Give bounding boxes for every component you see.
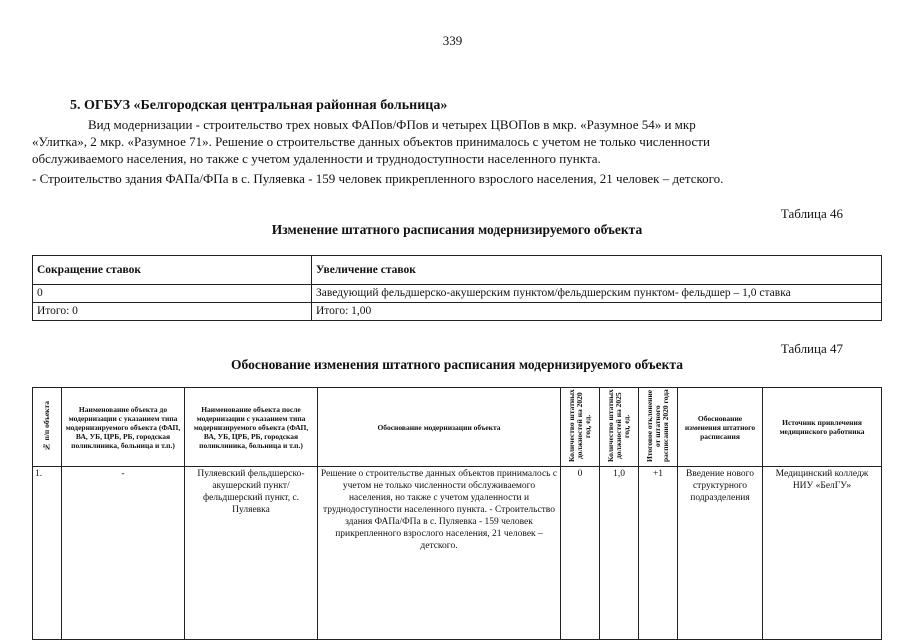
header-staff-2020: Количество штатных должностей на 2020 год, ед. [561,388,600,467]
header-reduction: Сокращение ставок [33,256,312,285]
header-deviation: Итоговое отклонение от штатного расписания 2020 года [639,388,678,467]
cell-staff-2020: 0 [561,467,600,640]
cell-deviation: +1 [639,467,678,640]
paragraph-line: «Улитка», 2 мкр. «Разумное 71». Решение о строительстве данных объектов принималось с учетом не только численности [32,134,710,149]
cell-total-reduction: Итого: 0 [33,303,312,321]
header-staff-2025: Количество штатных должностей на 2025 год, ед. [600,388,639,467]
paragraph-line: - Строительство здания ФАПа/ФПа в с. Пуляевка - 159 человек прикрепленного взрослого населения, 21 человек – детского. [32,171,724,186]
cell-after: Пуляевский фельдшерско-акушерский пункт/ фельдшерский пункт, с. Пуляевка [185,467,318,640]
cell-source: Медицинский колледж НИУ «БелГУ» [763,467,882,640]
header-reason: Обоснование изменения штатного расписания [678,388,763,467]
page-number: 339 [442,33,463,48]
staffing-change-table [32,255,882,321]
cell-reduction: 0 [33,285,312,303]
cell-before: - [62,467,185,640]
cell-increase: Заведующий фельдшерско-акушерским пунктом/фельдшерским пунктом- фельдшер – 1,0 ставка [312,285,882,303]
table-row [33,467,882,640]
header-before: Наименование объекта до модернизации с указанием типа модернизируемого объекта (ФАП, ВА, УБ, ЦРБ, РБ, городская поликлиника, больница и т.п.) [62,388,185,467]
cell-num: 1. [33,467,62,640]
table46-label: Таблица 46 [780,206,843,221]
cell-reason: Введение нового структурного подразделения [678,467,763,640]
header-justification: Обоснование модернизации объекта [318,388,561,467]
section-title: 5. ОГБУЗ «Белгородская центральная районная больница» [70,98,448,113]
table-header-row [33,388,882,467]
table47-title: Обоснование изменения штатного расписания модернизируемого объекта [231,357,683,372]
table46-title: Изменение штатного расписания модернизируемого объекта [271,222,643,237]
paragraph-line: обслуживаемого населения, но также с учетом удаленности и труднодоступности населенного пункта. [32,151,601,166]
cell-staff-2025: 1,0 [600,467,639,640]
header-source: Источник привлечения медицинского работника [763,388,882,467]
paragraph-line: Вид модернизации - строительство трех новых ФАПов/ФПов и четырех ЦВОПов в мкр. «Разумное 54» и мкр [88,117,696,132]
staffing-justification-table [32,387,882,640]
cell-total-increase: Итого: 1,00 [312,303,882,321]
header-after: Наименование объекта после модернизации с указанием типа модернизируемого объекта (ФАП, ВА, УБ, ЦРБ, РБ, городская поликлиника, больница и т.п.) [185,388,318,467]
table-row-total [33,303,882,321]
table47-label: Таблица 47 [780,341,843,356]
header-num: № п/п объекта [33,388,62,467]
cell-justification: Решение о строительстве данных объектов принималось с учетом не только численности обслуживаемого населения, но также с учетом удаленности и труднодоступности населенного пункта. - Строительство здания ФАПа/ФПа в с. Пуляевка - 159 человек прикрепленного взрослого населения, 21 человек – детского. [318,467,561,640]
header-increase: Увеличение ставок [312,256,882,285]
table-row [33,285,882,303]
table-header-row [33,256,882,285]
